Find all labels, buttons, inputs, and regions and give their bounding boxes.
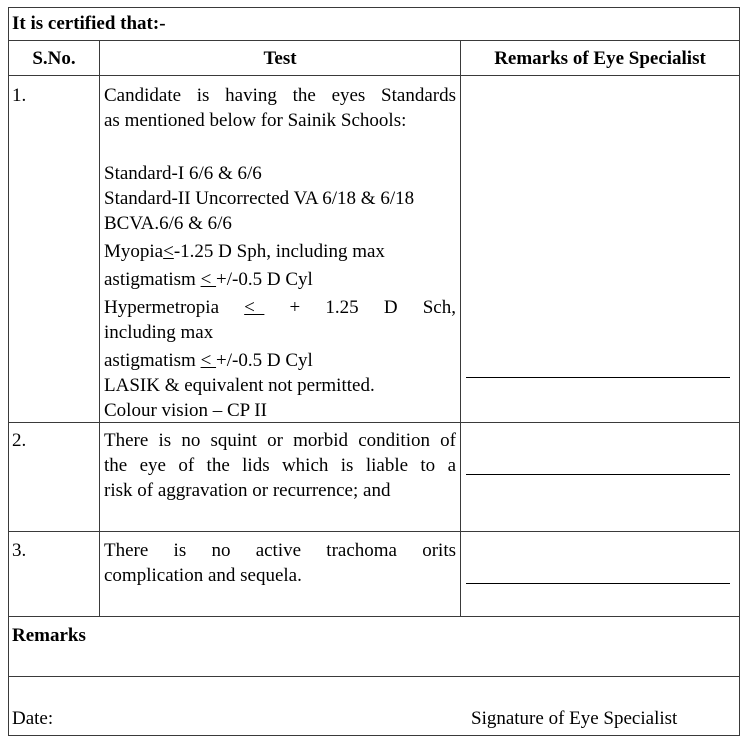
row1-hypermetropia-line2: including max (104, 322, 214, 343)
astigmatism-value: +/-0.5 D Cyl (216, 350, 313, 371)
border-bottom (8, 735, 740, 736)
sph-unit: Sch, (422, 297, 456, 318)
row1-blank (104, 133, 456, 158)
row1-sno: 1. (12, 85, 27, 106)
row1-intro-line2: as mentioned below for Sainik Schools: (104, 110, 407, 131)
border-top (8, 7, 740, 8)
header-sno: S.No. (32, 48, 76, 69)
border-left (8, 7, 9, 736)
signature-label: Signature of Eye Specialist (471, 708, 678, 729)
less-equal-symbol: < (244, 297, 265, 318)
row1-test (104, 83, 456, 423)
row1-bcva: BCVA.6/6 & 6/6 (104, 213, 232, 234)
row2-line3: risk of aggravation or recurrence; and (104, 480, 391, 501)
less-equal-symbol: < (163, 241, 174, 262)
dioptre-unit: D (383, 297, 398, 318)
row1-intro-line1: Candidate is having the eyes Standards (104, 85, 456, 106)
column-divider-sno (99, 40, 100, 617)
divider-row2 (8, 531, 740, 532)
column-divider-test (460, 40, 461, 617)
divider-title (8, 40, 740, 41)
plus-sign: + (289, 297, 301, 318)
hypermetropia-value: 1.25 (325, 297, 359, 318)
row3-line2: complication and sequela. (104, 565, 302, 586)
divider-remarks (8, 676, 740, 677)
border-right (739, 7, 740, 736)
header-test: Test (263, 48, 297, 69)
row2-test (104, 428, 456, 503)
myopia-value: -1.25 D Sph, including max (173, 241, 385, 262)
row1-hypermetropia (104, 295, 456, 320)
hypermetropia-label: Hypermetropia (104, 297, 220, 318)
row2-line2: the eye of the lids which is liable to a (104, 455, 456, 476)
header-remarks: Remarks of Eye Specialist (494, 48, 706, 69)
less-equal-symbol: < (200, 269, 217, 290)
date-label: Date: (12, 708, 54, 729)
row1-astigmatism-1 (104, 267, 456, 292)
row1-standard-2: Standard-II Uncorrected VA 6/18 & 6/18 (104, 188, 415, 209)
astigmatism-label: astigmatism (104, 269, 201, 290)
divider-row3 (8, 616, 740, 617)
row2-line1: There is no squint or morbid condition of (104, 430, 456, 451)
myopia-label: Myopia (104, 241, 164, 262)
row1-remarks-blank-line[interactable] (466, 377, 730, 378)
row2-remarks-blank-line[interactable] (466, 474, 730, 475)
row1-colour-vision: Colour vision – CP II (104, 400, 267, 421)
astigmatism-value: +/-0.5 D Cyl (216, 269, 313, 290)
astigmatism-label: astigmatism (104, 350, 201, 371)
row1-standard-1: Standard-I 6/6 & 6/6 (104, 163, 262, 184)
row3-test (104, 538, 456, 588)
less-equal-symbol: < (200, 350, 217, 371)
divider-header (8, 75, 740, 76)
row1-astigmatism-2 (104, 348, 456, 373)
row1-myopia (104, 239, 456, 264)
row3-line1: There is no active trachoma orits (104, 540, 456, 561)
row3-remarks-blank-line[interactable] (466, 583, 730, 584)
row3-sno: 3. (12, 540, 27, 561)
row2-sno: 2. (12, 430, 27, 451)
certificate-title: It is certified that:- (12, 13, 166, 34)
row1-lasik: LASIK & equivalent not permitted. (104, 375, 375, 396)
remarks-label: Remarks (12, 625, 86, 646)
